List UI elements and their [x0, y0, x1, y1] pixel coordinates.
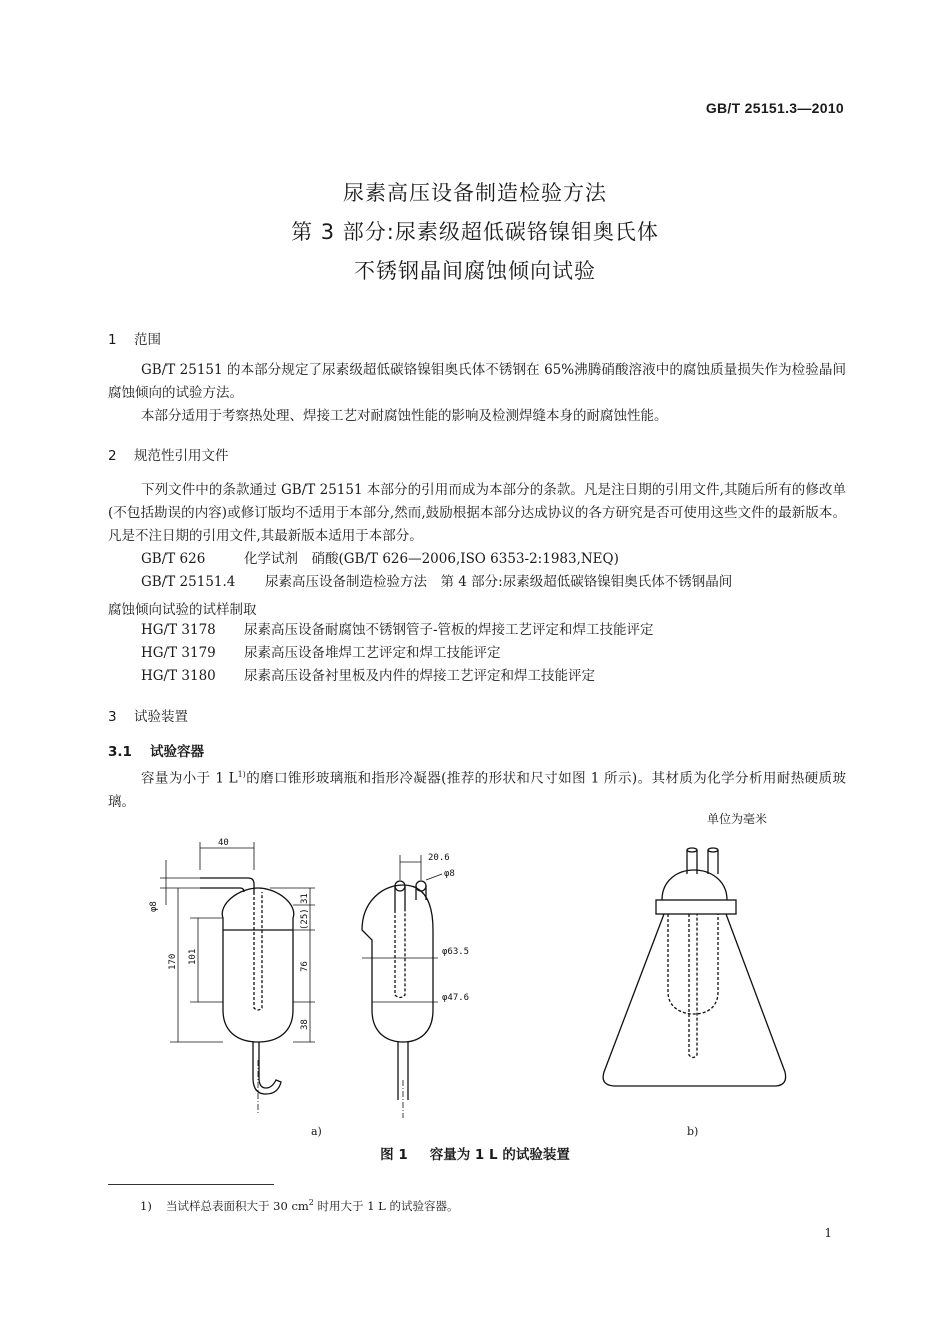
page-number: 1 — [824, 1226, 832, 1240]
footnote-text: 时用大于 1 L 的试验容器。 — [313, 1199, 459, 1213]
reference-item — [141, 619, 846, 642]
dim-40: 40 — [218, 838, 229, 848]
dim-31: 31 — [300, 893, 310, 904]
reference-item — [141, 548, 846, 571]
condenser-hidden — [668, 914, 718, 1014]
dim-25: (25) — [300, 908, 310, 930]
inner-finger — [254, 892, 262, 1010]
reference-item — [141, 571, 846, 594]
dim-101: 101 — [188, 948, 198, 965]
dim-phi-47-6: φ47.6 — [442, 993, 470, 1003]
flask-neck — [656, 900, 736, 914]
section-3-heading — [108, 705, 188, 725]
dim-20-6: 20.6 — [428, 853, 450, 863]
section-number: 3 — [108, 709, 117, 725]
footnote-superscript: 2 — [308, 1198, 314, 1208]
title-line-1: 尿素高压设备制造检验方法 — [343, 181, 607, 205]
reference-code: HG/T 3178 — [141, 622, 216, 638]
reference-title: 尿素高压设备堆焊工艺评定和焊工技能评定 — [244, 645, 501, 661]
pipe-top-right — [416, 881, 426, 891]
section-number: 1 — [108, 332, 117, 348]
figure-caption — [0, 1143, 950, 1163]
caption-text: 容量为 1 L 的试验装置 — [429, 1147, 570, 1163]
outlet-hook — [253, 1042, 281, 1094]
condenser-body — [222, 888, 294, 1042]
title-line-3: 不锈钢晶间腐蚀倾向试验 — [354, 259, 596, 283]
unit-note: 单位为毫米 — [707, 812, 768, 826]
footnote-divider — [108, 1184, 274, 1185]
section-title: 范围 — [134, 332, 161, 348]
scope-paragraph-1: GB/T 25151 的本部分规定了尿素级超低碳铬镍钼奥氏体不锈钢在 65%沸腾硝酸溶液中的腐蚀质量损失作为检验晶间腐蚀倾向的试验方法。 — [108, 362, 846, 401]
test-vessel-paragraph — [108, 763, 846, 814]
reference-title: 尿素高压设备衬里板及内件的焊接工艺评定和焊工技能评定 — [244, 668, 595, 684]
paragraph-text: 容量为小于 1 L — [141, 770, 238, 787]
reference-item — [141, 665, 846, 688]
dim-phi-8-side: φ8 — [444, 869, 455, 879]
reference-code: GB/T 25151.4 — [141, 574, 236, 590]
section-title: 规范性引用文件 — [134, 448, 229, 464]
footnote-mark: 1) — [237, 770, 246, 779]
flask-body — [603, 914, 785, 1086]
reference-code: HG/T 3179 — [141, 645, 216, 661]
dim-phi-63-5: φ63.5 — [442, 947, 470, 957]
condenser-head — [662, 870, 727, 900]
footnote-number: 1) — [140, 1199, 152, 1213]
figure-label-b: b) — [687, 1125, 699, 1138]
subsection-title: 试验容器 — [150, 744, 204, 760]
subsection-3-1-heading — [108, 740, 204, 760]
reference-title: 尿素高压设备耐腐蚀不锈钢管子-管板的焊接工艺评定和焊工技能评定 — [244, 622, 654, 638]
condenser-body-side — [362, 885, 433, 1042]
section-title: 试验装置 — [134, 709, 188, 725]
figure-label-a: a) — [311, 1125, 322, 1138]
reference-code: GB/T 626 — [141, 551, 206, 567]
footnote — [140, 1198, 458, 1214]
standard-code: GB/T 25151.3—2010 — [705, 100, 844, 116]
reference-item — [141, 642, 846, 665]
figure-1a-condenser — [130, 830, 470, 1120]
figure-1b-flask — [590, 840, 810, 1110]
normative-intro: 下列文件中的条款通过 GB/T 25151 本部分的引用而成为本部分的条款。凡是注日期的引用文件,其随后所有的修改单(不包括勘误的内容)或修订版均不适用于本部分,然而,鼓励根据本部分达成协议的各方研究是否可使用这些文件的最新版本。凡是不注日期的引用文件,其最新版本适用于本部分。 — [108, 482, 846, 544]
dim-phi-8: φ8 — [149, 901, 159, 912]
dim-76: 76 — [300, 961, 310, 972]
scope-paragraph-2: 本部分适用于考察热处理、焊接工艺对耐腐蚀性能的影响及检测焊缝本身的耐腐蚀性能。 — [141, 408, 668, 424]
section-1-heading — [108, 328, 161, 348]
section-2-heading — [108, 444, 229, 464]
footnote-text: 当试样总表面积大于 30 cm — [166, 1199, 309, 1213]
dim-170: 170 — [168, 953, 178, 970]
reference-title: 尿素高压设备制造检验方法 第 4 部分:尿素级超低碳铬镍钼奥氏体不锈钢晶间 — [265, 574, 733, 590]
caption-number: 图 1 — [380, 1147, 408, 1163]
dim-38: 38 — [300, 1019, 310, 1030]
reference-title: 化学试剂 硝酸(GB/T 626—2006,ISO 6353-2:1983,NEQ) — [244, 551, 619, 567]
paragraph-text: 的磨口锥形玻璃瓶和指形冷凝器(推荐的形状和尺寸如图 1 所示)。其材质为化学分析用耐热硬质玻璃。 — [108, 770, 846, 810]
reference-title-continued: 腐蚀倾向试验的试样制取 — [108, 602, 257, 618]
subsection-number: 3.1 — [108, 744, 132, 760]
section-number: 2 — [108, 448, 117, 464]
title-line-2: 第 3 部分:尿素级超低碳铬镍钼奥氏体 — [291, 220, 659, 244]
reference-code: HG/T 3180 — [141, 668, 216, 684]
